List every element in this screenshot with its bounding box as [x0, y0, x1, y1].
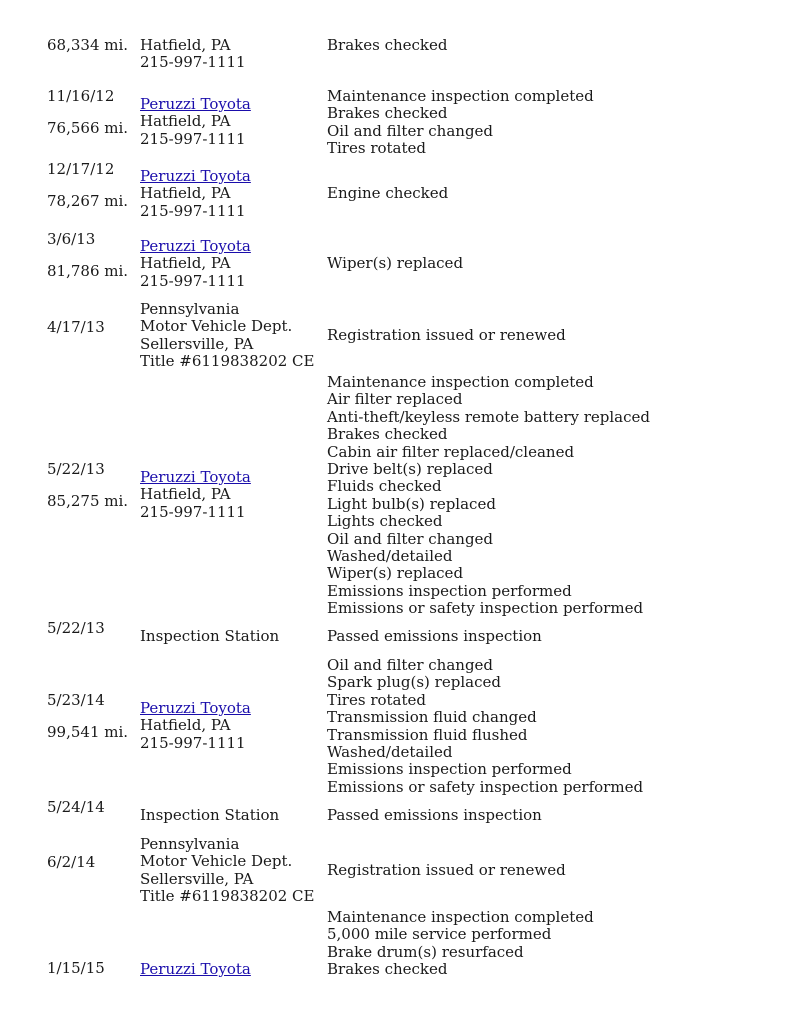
record-details [327, 909, 594, 979]
record-date-mileage [47, 620, 105, 637]
provider-line: 215-997-1111 [140, 733, 246, 752]
detail-item: Oil and filter changed [327, 121, 494, 140]
detail-item: Oil and filter changed [327, 656, 494, 674]
detail-item: Anti-theft/keyless remote battery replaced [327, 407, 650, 426]
record-provider [140, 836, 314, 906]
detail-item: Passed emissions inspection [327, 627, 542, 645]
detail-item: Lights checked [327, 512, 443, 531]
record-provider [140, 469, 251, 521]
record-details [327, 628, 542, 645]
provider-link[interactable]: Peruzzi Toyota [140, 960, 251, 978]
detail-item: Passed emissions inspection [327, 806, 542, 824]
record-provider [140, 37, 246, 72]
detail-item: Emissions or safety inspection performed [327, 599, 644, 618]
record-provider [140, 807, 279, 824]
record-provider [140, 238, 251, 290]
record-details [327, 807, 542, 824]
detail-item: Washed/detailed [327, 742, 453, 761]
record-date: 5/24/14 [47, 798, 105, 816]
detail-item: Cabin air filter replaced/cleaned [327, 442, 575, 461]
record-details [327, 374, 650, 617]
record-date: 12/17/12 [47, 160, 115, 178]
provider-line: Pennsylvania [140, 835, 240, 853]
provider-line: Title #6119838202 CE [140, 887, 315, 906]
record-mileage: 85,275 mi. [47, 492, 129, 511]
detail-item: Fluids checked [327, 477, 442, 496]
record-mileage: 99,541 mi. [47, 723, 129, 742]
detail-item: Registration issued or renewed [327, 326, 566, 344]
detail-item: Brakes checked [327, 960, 448, 979]
record-date-mileage [47, 319, 105, 336]
provider-line: Hatfield, PA [140, 184, 231, 203]
provider-line: Pennsylvania [140, 300, 240, 318]
record-date: 6/2/14 [47, 853, 96, 871]
provider-line: Hatfield, PA [140, 254, 231, 273]
detail-item: Maintenance inspection completed [327, 373, 594, 391]
record-provider [140, 96, 251, 148]
provider-link[interactable]: Peruzzi Toyota [140, 468, 251, 486]
provider-line: Hatfield, PA [140, 485, 231, 504]
detail-item: Drive belt(s) replaced [327, 459, 493, 478]
record-mileage: 78,267 mi. [47, 192, 129, 211]
provider-link[interactable]: Peruzzi Toyota [140, 95, 251, 113]
record-mileage: 68,334 mi. [47, 36, 129, 54]
record-date: 1/15/15 [47, 959, 105, 977]
detail-item: Maintenance inspection completed [327, 87, 594, 105]
provider-line: Sellersville, PA [140, 334, 254, 353]
provider-line: 215-997-1111 [140, 201, 246, 220]
provider-line: Inspection Station [140, 627, 280, 645]
record-date-mileage [47, 960, 105, 977]
record-provider [140, 700, 251, 752]
provider-link[interactable]: Peruzzi Toyota [140, 167, 251, 185]
provider-line: Hatfield, PA [140, 36, 231, 54]
detail-item: Brake drum(s) resurfaced [327, 942, 524, 961]
record-mileage: 81,786 mi. [47, 262, 129, 281]
record-date-mileage [47, 461, 128, 511]
record-provider [140, 628, 279, 645]
provider-line: Inspection Station [140, 806, 280, 824]
record-date-mileage [47, 692, 128, 742]
detail-item: Emissions inspection performed [327, 760, 572, 779]
record-date-mileage [47, 854, 95, 871]
detail-item: Transmission fluid changed [327, 708, 537, 727]
record-date: 5/23/14 [47, 691, 105, 709]
detail-item: Brakes checked [327, 36, 448, 54]
detail-item: Air filter replaced [327, 390, 463, 409]
record-date-mileage [47, 161, 128, 211]
detail-item: Tires rotated [327, 690, 426, 709]
record-details [327, 37, 447, 54]
provider-line: 215-997-1111 [140, 53, 246, 72]
detail-item: Emissions inspection performed [327, 581, 572, 600]
record-date-mileage [47, 37, 128, 54]
detail-item: Transmission fluid flushed [327, 725, 528, 744]
provider-line: Hatfield, PA [140, 716, 231, 735]
record-details [327, 327, 566, 344]
record-date-mileage [47, 799, 105, 816]
detail-item: Brakes checked [327, 425, 448, 444]
provider-line: Motor Vehicle Dept. [140, 852, 293, 871]
provider-link[interactable]: Peruzzi Toyota [140, 237, 251, 255]
record-date: 5/22/13 [47, 619, 105, 637]
detail-item: Wiper(s) replaced [327, 254, 464, 272]
record-date-mileage [47, 231, 128, 281]
provider-line: 215-997-1111 [140, 271, 246, 290]
detail-item: Registration issued or renewed [327, 861, 566, 879]
detail-item: Wiper(s) replaced [327, 564, 464, 583]
detail-item: Oil and filter changed [327, 529, 494, 548]
record-mileage: 76,566 mi. [47, 119, 129, 138]
detail-item: Washed/detailed [327, 546, 453, 565]
record-date: 5/22/13 [47, 460, 105, 478]
detail-item: Tires rotated [327, 139, 426, 158]
record-details [327, 862, 566, 879]
detail-item: Engine checked [327, 184, 449, 202]
provider-link[interactable]: Peruzzi Toyota [140, 699, 251, 717]
record-provider [140, 961, 251, 978]
provider-line: 215-997-1111 [140, 129, 246, 148]
provider-line: Motor Vehicle Dept. [140, 317, 293, 336]
detail-item: Maintenance inspection completed [327, 908, 594, 926]
detail-item: Brakes checked [327, 104, 448, 123]
record-details [327, 255, 463, 272]
provider-line: Sellersville, PA [140, 869, 254, 888]
record-provider [140, 168, 251, 220]
record-date: 4/17/13 [47, 318, 105, 336]
detail-item: Spark plug(s) replaced [327, 673, 501, 692]
record-details [327, 185, 448, 202]
record-date: 3/6/13 [47, 230, 96, 248]
detail-item: 5,000 mile service performed [327, 925, 552, 944]
detail-item: Light bulb(s) replaced [327, 494, 496, 513]
provider-line: Hatfield, PA [140, 112, 231, 131]
provider-line: Title #6119838202 CE [140, 352, 315, 371]
record-date: 11/16/12 [47, 87, 115, 105]
record-details [327, 657, 643, 796]
provider-line: 215-997-1111 [140, 502, 246, 521]
record-details [327, 88, 594, 158]
detail-item: Emissions or safety inspection performed [327, 777, 644, 796]
record-provider [140, 301, 314, 371]
record-date-mileage [47, 88, 128, 138]
